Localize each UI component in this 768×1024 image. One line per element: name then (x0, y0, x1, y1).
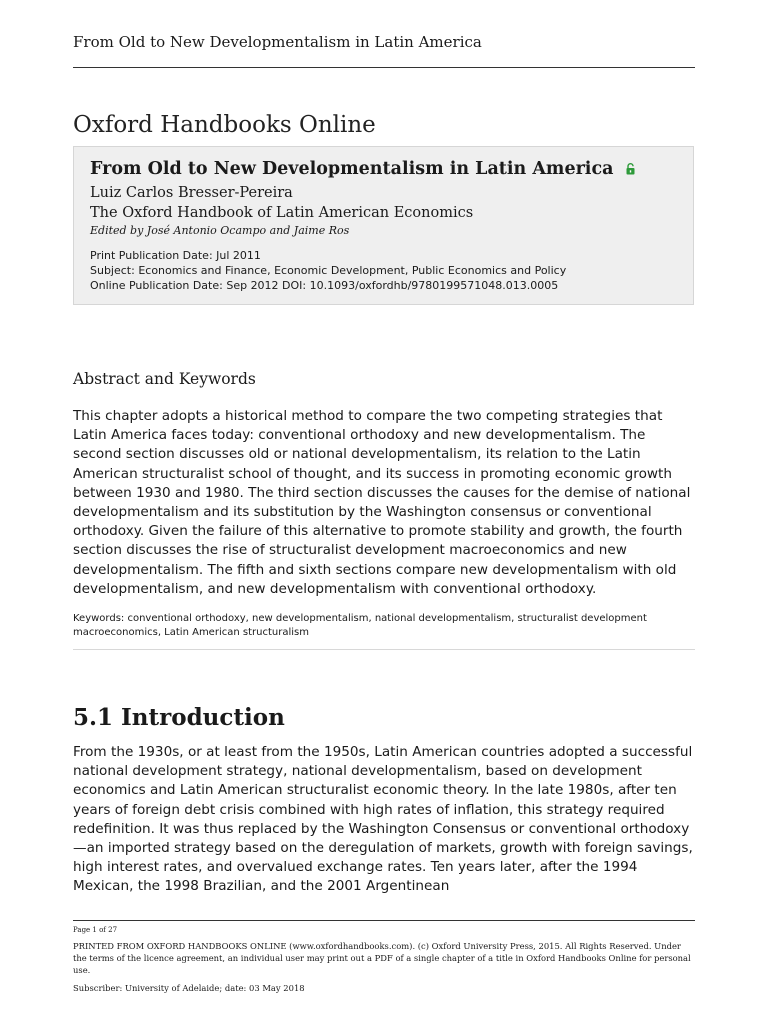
print-publication-date: Print Publication Date: Jul 2011 (90, 249, 261, 262)
chapter-title (90, 159, 635, 180)
section-heading: 5.1 Introduction (73, 704, 285, 731)
section-body-text: From the 1930s, or at least from the 1950s, Latin American countries adopted a successful national development strategy, national developmentalism, based on development economics and Latin American structuralist economic theory. In the late 1980s, after ten years of foreign debt crisis combined with high rates of inflation, this strategy required redefinition. It was thus replaced by the Washington Consensus or conventional orthodoxy—an imported strategy based on the deregulation of markets, growth with foreign savings, high interest rates, and overvalued exchange rates. Ten years later, after the 1994 Mexican, the 1998 Brazilian, and the 2001 Argentinean (73, 744, 693, 895)
open-lock-icon (626, 160, 635, 180)
series-title: Oxford Handbooks Online (73, 112, 376, 138)
footer-rule (73, 920, 695, 921)
chapter-title-text: From Old to New Developmentalism in Latin America (90, 159, 614, 179)
editors-line: Edited by José Antonio Ocampo and Jaime Ros (90, 224, 350, 237)
header-rule (73, 67, 695, 68)
author-name: Luiz Carlos Bresser-Pereira (90, 185, 293, 201)
running-head: From Old to New Developmentalism in Latin America (73, 33, 482, 51)
abstract-text: This chapter adopts a historical method to compare the two competing strategies that Latin America faces today: conventional orthodoxy and new developmentalism. The second section discusses old or national developmentalism, its relation to the Latin American structuralist school of thought, and its success in promoting economic growth between 1930 and 1980. The third section discusses the causes for the demise of national developmentalism and its substitution by the Washington consensus or conventional orthodoxy. Given the failure of this alternative to promote stability and growth, the fourth section discusses the rise of structuralist development macroeconomics and new developmentalism. The fifth and sixth sections compare new developmentalism with old developmentalism, and new developmentalism with conventional orthodoxy. (73, 408, 691, 597)
page-number: Page 1 of 27 (73, 926, 118, 934)
handbook-title: The Oxford Handbook of Latin American Economics (90, 205, 474, 221)
abstract-heading: Abstract and Keywords (73, 370, 256, 388)
subscriber-line: Subscriber: University of Adelaide; date: 03 May 2018 (73, 983, 305, 993)
subject-line: Subject: Economics and Finance, Economic Development, Public Economics and Policy (90, 264, 567, 277)
online-publication-doi: Online Publication Date: Sep 2012 DOI: 10.1093/oxfordhb/9780199571048.013.0005 (90, 279, 559, 292)
printed-notice: PRINTED FROM OXFORD HANDBOOKS ONLINE (www.oxfordhandbooks.com). (c) Oxford University Press, 2015. All Rights Reserved. Under the terms of the licence agreement, an individual user may print out a PDF of a single chapter of a title in Oxford Handbooks Online for personal use. (73, 941, 691, 975)
chapter-info-box (73, 146, 694, 305)
keywords-line: Keywords: conventional orthodoxy, new developmentalism, national developmentalism, structuralist development macroeconomics, Latin American structuralism (73, 613, 647, 638)
abstract-divider (73, 649, 695, 650)
